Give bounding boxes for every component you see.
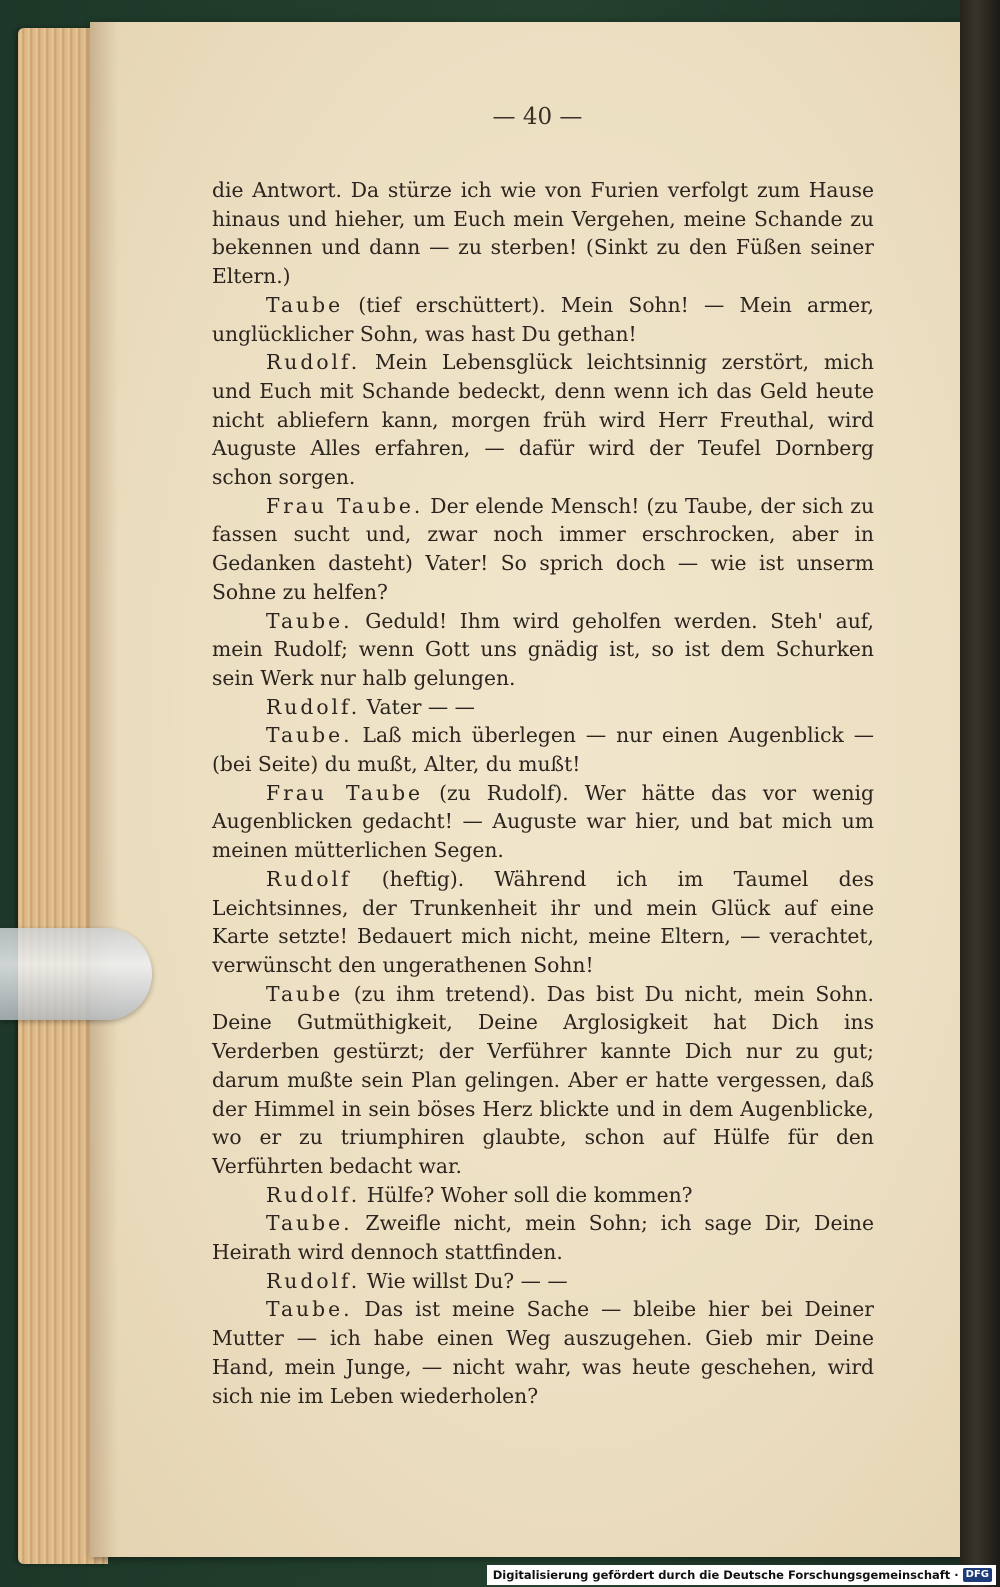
speech-text: Geduld! Ihm wird geholfen werden. Steh' auf, mein Rudolf; wenn Gott uns gnädig ist, so ist dem Schurken sein Werk nur halb gelungen. bbox=[212, 608, 874, 690]
speech-text: (tief erschüttert). Mein Sohn! — Mein armer, unglücklicher Sohn, was hast Du gethan! bbox=[212, 292, 874, 346]
speech-text: Das ist meine Sache — bleibe hier bei Deiner Mutter — ich habe einen Weg auszugehen. Gieb mir Deine Hand, mein Junge, — nicht wahr, was heute geschehen, wird sich nie im Leben wiederholen? bbox=[212, 1297, 874, 1408]
dfg-logo: DFG bbox=[963, 1568, 992, 1582]
speaker-name: Taube bbox=[266, 292, 344, 317]
page-holder-clip bbox=[0, 928, 152, 1020]
speaker-name: Rudolf. bbox=[266, 1268, 361, 1293]
speaker-name: Rudolf. bbox=[266, 350, 361, 375]
speech-taube-4 bbox=[212, 980, 874, 1181]
speaker-name: Rudolf bbox=[266, 866, 352, 891]
speech-text: Zweifle nicht, mein Sohn; ich sage Dir, Deine Heirath wird dennoch stattfinden. bbox=[212, 1211, 874, 1265]
speech-frau-taube-1 bbox=[212, 492, 874, 607]
speaker-name: Rudolf. bbox=[266, 694, 361, 719]
speech-rudolf-1 bbox=[212, 348, 874, 492]
speaker-name: Rudolf. bbox=[266, 1182, 361, 1207]
speech-taube-2 bbox=[212, 607, 874, 693]
speech-text: Laß mich überlegen — nur einen Augenblick — (bei Seite) du mußt, Alter, du mußt! bbox=[212, 723, 874, 777]
page-number: — 40 — bbox=[492, 104, 583, 130]
credit-text: Digitalisierung gefördert durch die Deutsche Forschungsgemeinschaft · bbox=[492, 1568, 959, 1582]
paragraph-continuation: die Antwort. Da stürze ich wie von Furien verfolgt zum Hause hinaus und hieher, um Euch mein Vergehen, meine Schande zu bekennen und dann — zu sterben! (Sinkt zu den Füßen seiner Eltern.) bbox=[212, 178, 874, 289]
speech-taube-6 bbox=[212, 1295, 874, 1410]
speech-frau-taube-2 bbox=[212, 779, 874, 865]
speech-text: Vater — — bbox=[360, 694, 475, 719]
speech-text: Wie willst Du? — — bbox=[360, 1268, 568, 1293]
page-gutter-shadow bbox=[90, 22, 118, 1557]
speech-text: (heftig). Während ich im Taumel des Leichtsinnes, der Trunkenheit ihr und mein Glück auf eine Karte setzte! Bedauert mich nicht, meine Eltern, — verachtet, verwünscht den ungerathenen Sohn! bbox=[212, 866, 874, 977]
speech-taube-3 bbox=[212, 721, 874, 778]
speaker-name: Taube bbox=[266, 981, 344, 1006]
scanner-edge bbox=[960, 0, 1000, 1587]
speaker-name: Taube. bbox=[266, 723, 353, 748]
speech-taube-5 bbox=[212, 1209, 874, 1266]
page-text bbox=[212, 176, 874, 1410]
speaker-name: Frau Taube. bbox=[266, 493, 424, 518]
speaker-name: Frau Taube bbox=[266, 780, 424, 805]
speech-text: (zu ihm tretend). Das bist Du nicht, mein Sohn. Deine Gutmüthigkeit, Deine Arglosigkeit hat Dich ins Verderben gestürzt; der Verführer kannte Dich nur zu gut; darum mußte sein Plan gelingen. Aber er hatte vergessen, daß der Himmel in sein böses Herz blickte und in dem Augenblicke, wo er zu triumphiren glaubte, schon auf Hülfe für den Verführten bedacht war. bbox=[212, 981, 874, 1178]
speaker-name: Taube. bbox=[266, 1211, 353, 1236]
speech-rudolf-3 bbox=[212, 865, 874, 980]
speech-rudolf-4 bbox=[212, 1181, 874, 1210]
speech-text: Hülfe? Woher soll die kommen? bbox=[360, 1182, 693, 1207]
speaker-name: Taube. bbox=[266, 1297, 353, 1322]
speech-text: (zu Rudolf). Wer hätte das vor wenig Augenblicken gedacht! — Auguste war hier, und bat mich um meinen mütterlichen Segen. bbox=[212, 780, 874, 863]
digitization-credit bbox=[487, 1565, 996, 1585]
speech-taube-1 bbox=[212, 291, 874, 348]
speech-rudolf-2 bbox=[212, 693, 874, 722]
speech-text: Mein Lebensglück leichtsinnig zerstört, mich und Euch mit Schande bedeckt, denn wenn ich das Geld heute nicht abliefern kann, morgen früh wird Herr Freuthal, wird Auguste Alles erfahren, — dafür wird der Teufel Dornberg schon sorgen. bbox=[212, 350, 874, 490]
speaker-name: Taube. bbox=[266, 608, 353, 633]
speech-text: Der elende Mensch! (zu Taube, der sich zu fassen sucht und, zwar noch immer erschrocken, aber in Gedanken dasteht) Vater! So sprich doch — wie ist unserm Sohne zu helfen? bbox=[212, 493, 875, 604]
speech-rudolf-5 bbox=[212, 1267, 874, 1296]
